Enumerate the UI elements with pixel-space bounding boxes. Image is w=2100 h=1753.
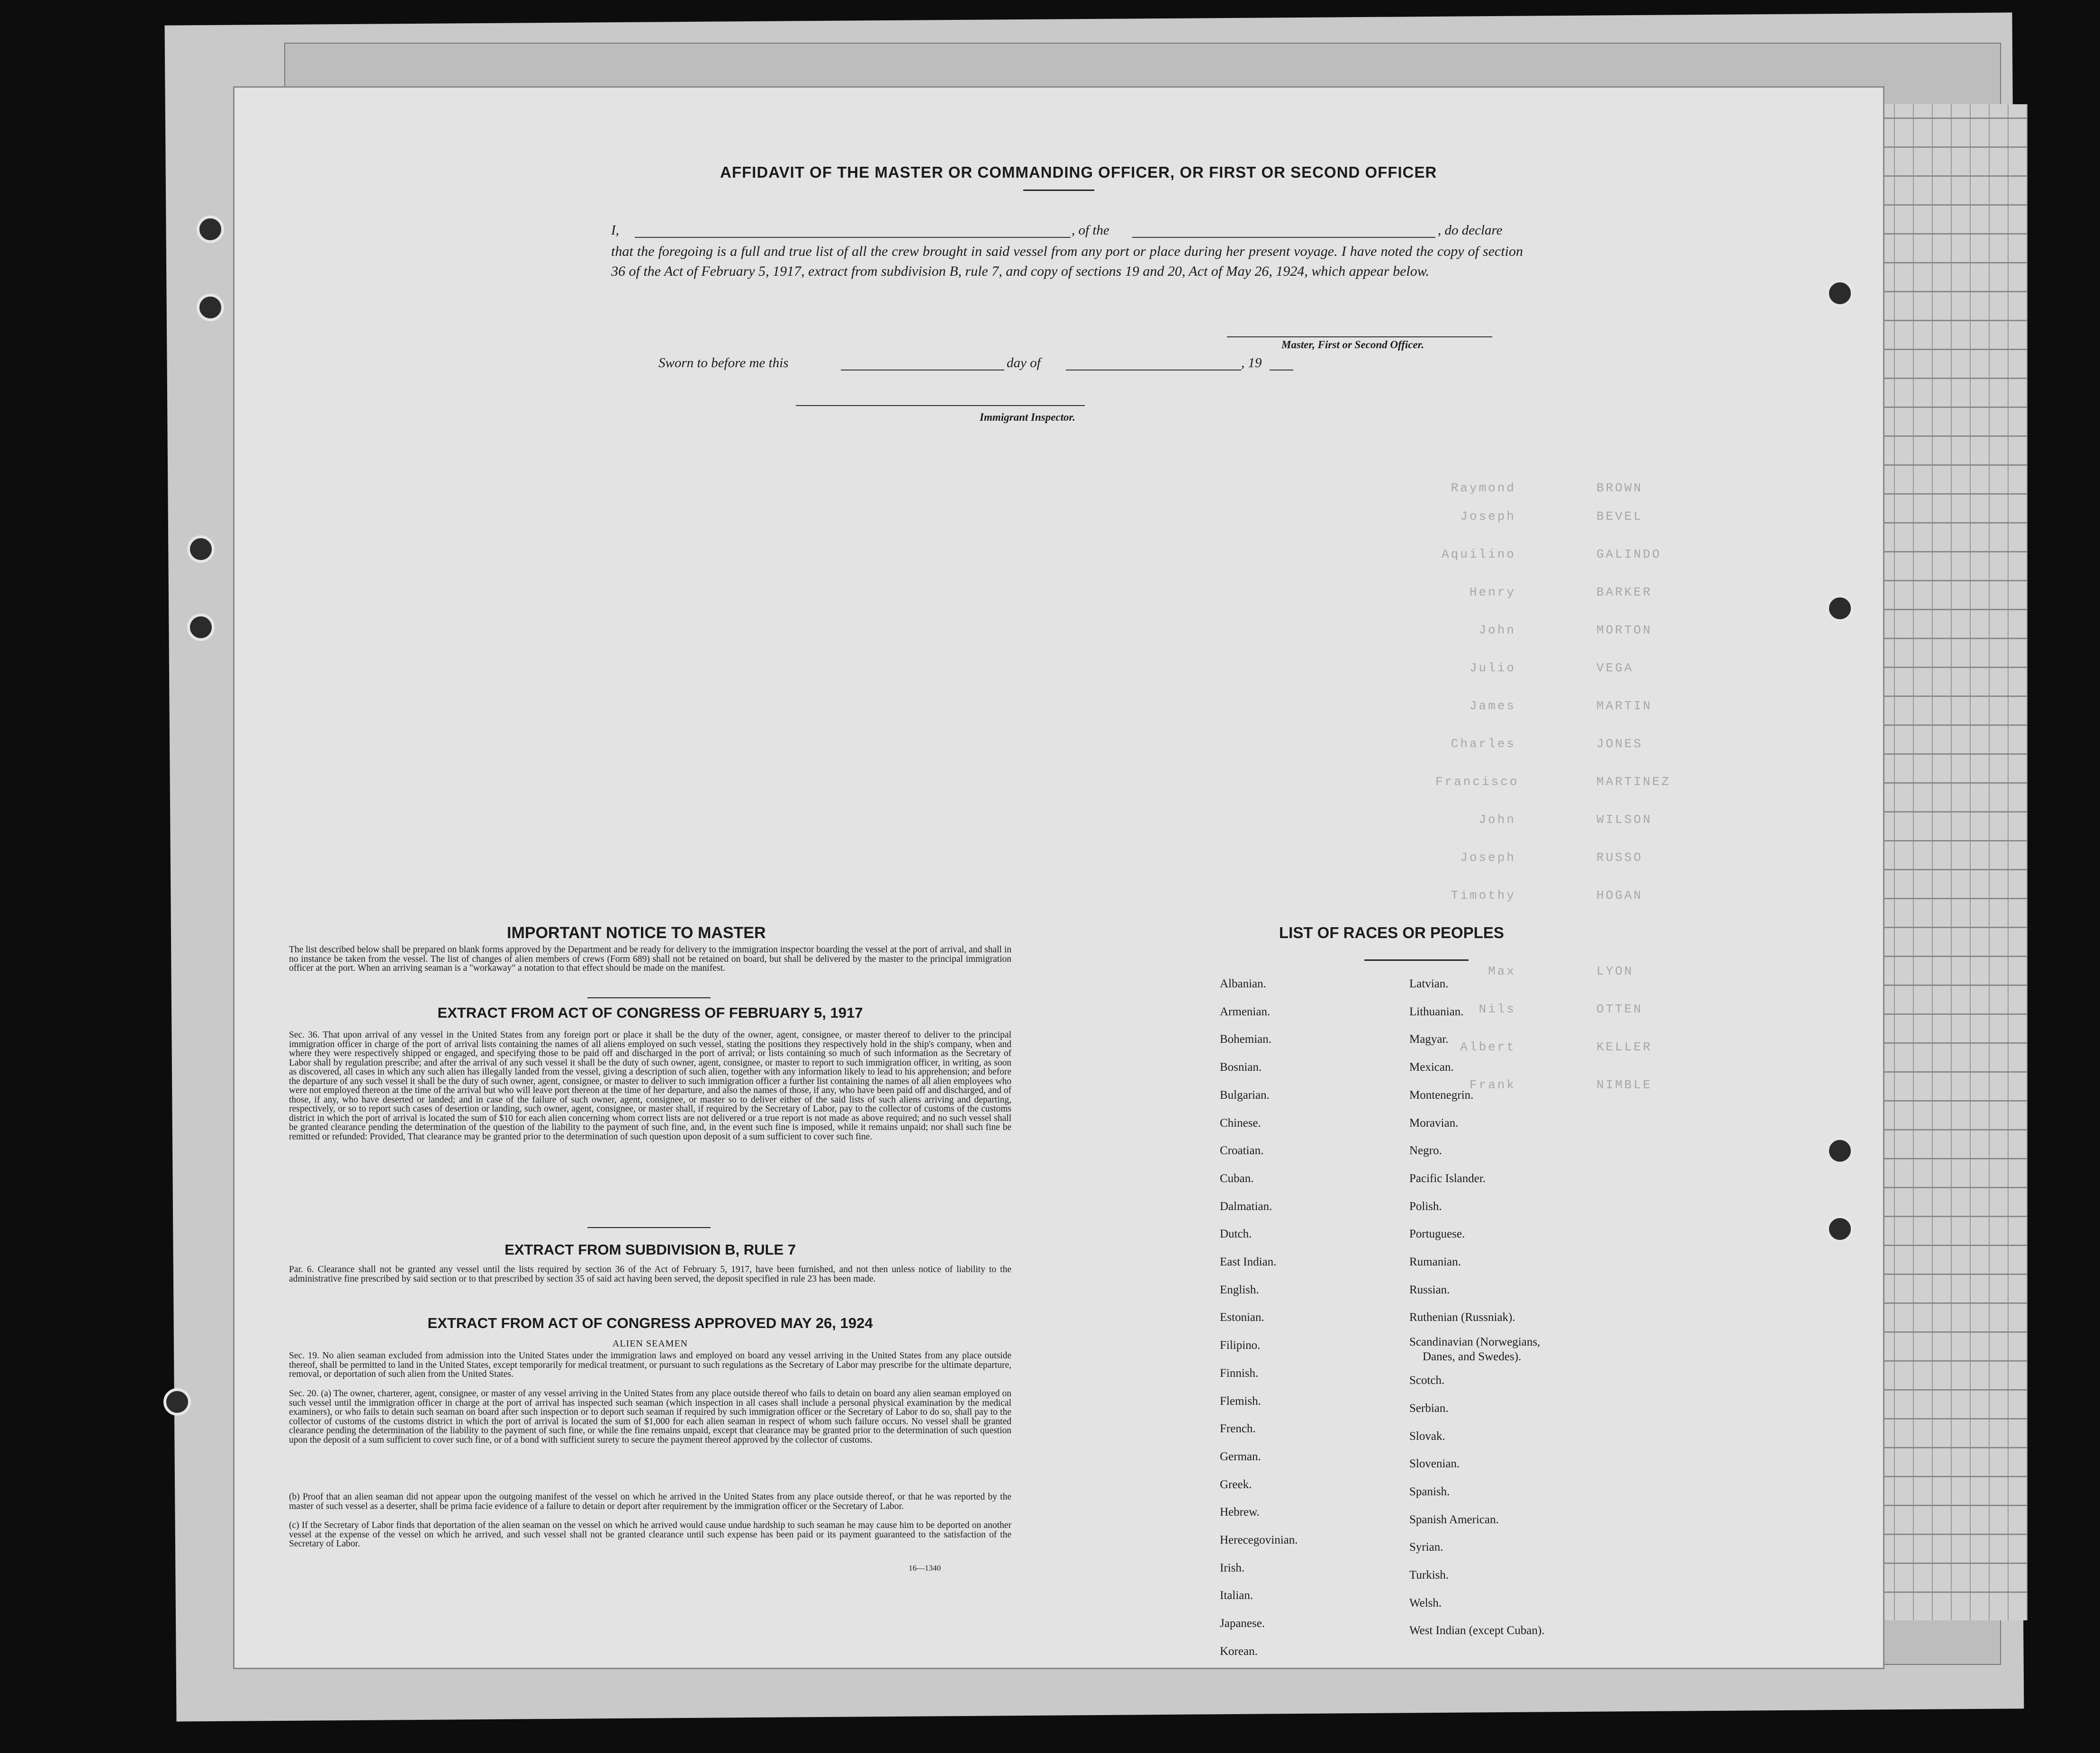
ghost-given-name: Nils — [1478, 1002, 1516, 1016]
inspector-line — [796, 405, 1085, 406]
extract-1924-sec19: Sec. 19. No alien seaman excluded from admission into the United States under the immigration laws and employed on board any vessel arriving in the United States from any place outside thereof, shall be permitted to land in the United States, except temporarily for medical treatment, or pursuant to such regulations as the Secretary of Labor may prescribe for the ultimate departure, removal, or deportation of such alien from the United States. — [289, 1351, 1011, 1379]
race-item: Albanian. — [1220, 977, 1266, 990]
ghost-surname: MARTINEZ — [1596, 775, 1671, 789]
extract-1924-title: EXTRACT FROM ACT OF CONGRESS APPROVED MAY 26, 1924 — [427, 1315, 873, 1331]
race-item: French. — [1220, 1422, 1256, 1436]
race-item: East Indian. — [1220, 1256, 1277, 1269]
ghost-given-name: Timothy — [1451, 888, 1516, 903]
race-item: Bulgarian. — [1220, 1088, 1270, 1102]
race-item: Russian. — [1409, 1283, 1450, 1296]
race-item: Filipino. — [1220, 1339, 1261, 1352]
title-rule — [1023, 190, 1094, 191]
ghost-row — [1435, 699, 1705, 713]
ghost-given-name: Charles — [1451, 737, 1516, 751]
ghost-surname: BARKER — [1596, 585, 1652, 599]
ghost-given-name: Raymond — [1451, 481, 1516, 495]
race-item: Syrian. — [1409, 1541, 1443, 1554]
race-item: Latvian. — [1409, 977, 1449, 990]
inspector-label: Immigrant Inspector. — [980, 411, 1075, 423]
race-item: Flemish. — [1220, 1394, 1261, 1408]
punch-hole — [187, 614, 215, 641]
ghost-row — [1435, 623, 1705, 637]
race-item: Ruthenian (Russniak). — [1409, 1311, 1515, 1324]
race-item: German. — [1220, 1450, 1261, 1463]
ghost-surname: KELLER — [1596, 1040, 1652, 1054]
ghost-given-name: Albert — [1460, 1040, 1516, 1054]
punch-hole — [187, 535, 215, 563]
race-item: Dalmatian. — [1220, 1200, 1272, 1213]
race-item — [1409, 1332, 1544, 1367]
race-item: Polish. — [1409, 1200, 1442, 1213]
race-item: Negro. — [1409, 1144, 1442, 1157]
race-item: Hebrew. — [1220, 1506, 1260, 1519]
ghost-surname: HOGAN — [1596, 888, 1643, 903]
extract-rule7-text: Par. 6. Clearance shall not be granted any vessel until the lists required by section 36 of the Act of February 5, 1917, have been furnished, and not then unless notice of liability to the administrative fine prescribed by said section or to that prescribed by section 35 of said act having been served, the deposit specified in rule 23 has been made. — [289, 1265, 1011, 1284]
ghost-row — [1435, 661, 1705, 675]
punch-hole — [163, 1388, 191, 1416]
race-item: Welsh. — [1409, 1596, 1442, 1609]
race-item: Armenian. — [1220, 1005, 1271, 1018]
race-item: Moravian. — [1409, 1116, 1459, 1130]
race-item: Mexican. — [1409, 1061, 1454, 1074]
ghost-row — [1435, 850, 1705, 865]
vessel-line — [1132, 237, 1435, 238]
affidavit-of-the: , of the — [1072, 223, 1109, 238]
year-label: , 19 — [1241, 355, 1262, 370]
race-item: Chinese. — [1220, 1116, 1261, 1130]
race-item: Magyar. — [1409, 1033, 1449, 1046]
ghost-surname: OTTEN — [1596, 1002, 1643, 1016]
ghost-given-name: Frank — [1469, 1078, 1516, 1092]
extract-1917-title: EXTRACT FROM ACT OF CONGRESS OF FEBRUARY 5, 1917 — [437, 1004, 863, 1021]
race-item: Korean. — [1220, 1645, 1258, 1658]
day-of-label: day of — [1007, 355, 1041, 370]
ghost-surname: WILSON — [1596, 813, 1652, 827]
notice-text: The list described below shall be prepared on blank forms approved by the Department and be ready for delivery to the immigration inspector boarding the vessel at the port of arrival, and shall in no instance be taken from the vessel. The list of changes of alien members of crews (Form 689) shall not be retained on board, but shall be delivered by the master to the principal immigration officer at the port. When an arriving seaman is a "workaway" a notation to that effect should be made on the manifest. — [289, 945, 1011, 973]
race-item: Herecegovinian. — [1220, 1534, 1298, 1547]
ghost-surname: NIMBLE — [1596, 1078, 1652, 1092]
ghost-surname: RUSSO — [1596, 850, 1643, 865]
ghost-surname: JONES — [1596, 737, 1643, 751]
races-title: LIST OF RACES OR PEOPLES — [1279, 924, 1504, 941]
ghost-given-name: John — [1478, 813, 1516, 827]
ghost-row — [1435, 888, 1705, 903]
punch-hole — [1826, 1215, 1854, 1243]
race-item: Scotch. — [1409, 1374, 1445, 1387]
race-item: Turkish. — [1409, 1569, 1449, 1582]
race-item: Croatian. — [1220, 1144, 1264, 1157]
ghost-given-name: Henry — [1469, 585, 1516, 599]
sworn-label: Sworn to before me this — [658, 355, 789, 370]
race-item: Spanish American. — [1409, 1513, 1499, 1526]
ghost-row — [1435, 775, 1705, 789]
section-rule — [587, 997, 711, 998]
ghost-given-name: Francisco — [1435, 775, 1519, 789]
race-item: Portuguese. — [1409, 1228, 1465, 1241]
race-item: Italian. — [1220, 1589, 1253, 1602]
ghost-given-name: Joseph — [1460, 509, 1516, 524]
ghost-given-name: Julio — [1469, 661, 1516, 675]
punch-hole — [197, 216, 224, 243]
race-item: Spanish. — [1409, 1485, 1450, 1498]
race-item: Cuban. — [1220, 1172, 1254, 1185]
ghost-surname: MORTON — [1596, 623, 1652, 637]
ghost-surname: BROWN — [1596, 481, 1643, 495]
ghost-given-name: Aquilino — [1442, 547, 1516, 561]
affidavit-declare: , do declare — [1438, 223, 1503, 238]
signature-line — [1227, 336, 1492, 337]
extract-rule7-title: EXTRACT FROM SUBDIVISION B, RULE 7 — [505, 1241, 796, 1258]
punch-hole — [1826, 595, 1854, 622]
extract-1924-sec20a: Sec. 20. (a) The owner, charterer, agent, consignee, or master of any vessel arriving in the United States from any place outside thereof who fails to detain on board any alien seaman employed on such vessel until the immigration officer in charge at the port of arrival has inspected such seaman (which inspection in all cases shall include a personal physical examination by the medical examiners), or who fails to detain such seaman on board after such inspection or to deport such seaman if required by such immigration officer or the Secretary of Labor to do so, shall pay to the collector of customs of the customs district in which the port of arrival is located the sum of $1,000 for each alien seaman in respect of whom such failure occurs. No vessel shall be granted clearance pending the determination of the liability to the payment of such fine, or while the fine remains unpaid, except that clearance may be granted prior to the determination of such question upon the deposit of a sum sufficient to cover such fine, or of a bond with sufficient surety to secure the payment thereof approved by the collector of customs. — [289, 1389, 1011, 1445]
affidavit-body: that the foregoing is a full and true list of all the crew brought in said vessel from any port or place during her present voyage. I have noted the copy of section 36 of the Act of February 5, 1917, extract from subdivision B, rule 7, and copy of sections 19 and 20, Act of May 26, 1924, which appear below. — [611, 244, 1523, 279]
race-item: Estonian. — [1220, 1311, 1264, 1324]
punch-hole — [197, 294, 224, 321]
race-item: West Indian (except Cuban). — [1409, 1624, 1545, 1637]
punch-hole — [1826, 280, 1854, 307]
race-item: Irish. — [1220, 1561, 1245, 1574]
notice-title: IMPORTANT NOTICE TO MASTER — [507, 924, 766, 942]
master-label: Master, First or Second Officer. — [1281, 339, 1424, 351]
form-number: 16—1340 — [909, 1563, 941, 1572]
ghost-surname: GALINDO — [1596, 547, 1662, 561]
race-item: Bohemian. — [1220, 1033, 1272, 1046]
race-item: English. — [1220, 1283, 1259, 1296]
race-item: Slovenian. — [1409, 1457, 1460, 1471]
ghost-surname: BEVEL — [1596, 509, 1643, 524]
race-item: Rumanian. — [1409, 1256, 1461, 1269]
extract-1924-sec20b: (b) Proof that an alien seaman did not appear upon the outgoing manifest of the vessel on which he arrived in the United States from any place outside thereof, or that he was reported by the master of such vessel as a deserter, shall be prima facie evidence of a failure to detain or deport after requirement by the immigration officer or the Secretary of Labor. — [289, 1492, 1011, 1511]
section-rule — [587, 1227, 711, 1228]
ghost-given-name: James — [1469, 699, 1516, 713]
race-item: Slovak. — [1409, 1429, 1445, 1443]
race-item: Bosnian. — [1220, 1061, 1262, 1074]
ghost-given-name: John — [1478, 623, 1516, 637]
race-item-line: Scandinavian (Norwegians, — [1409, 1336, 1541, 1349]
ghost-surname: MARTIN — [1596, 699, 1652, 713]
races-title-rule — [1364, 959, 1469, 961]
ghost-row — [1435, 737, 1705, 751]
race-item: Japanese. — [1220, 1617, 1265, 1630]
race-item: Greek. — [1220, 1478, 1252, 1491]
ghost-row — [1435, 813, 1705, 827]
races-left-column — [1220, 970, 1298, 1666]
ghost-given-name: Max — [1488, 964, 1516, 978]
alien-seamen-subtitle: ALIEN SEAMEN — [612, 1338, 688, 1349]
race-item: Pacific Islander. — [1409, 1172, 1486, 1185]
affidavit-i: I, — [611, 223, 619, 238]
races-right-column — [1409, 970, 1544, 1645]
ghost-surname: LYON — [1596, 964, 1634, 978]
race-item: Montenegrin. — [1409, 1088, 1474, 1102]
name-line — [635, 237, 1071, 238]
race-item: Dutch. — [1220, 1228, 1252, 1241]
ghost-surname: VEGA — [1596, 661, 1634, 675]
ghost-row — [1435, 585, 1705, 599]
extract-1924-sec20c: (c) If the Secretary of Labor finds that deportation of the alien seaman on the vessel on which he arrived would cause undue hardship to such seaman he may cause him to be deported on another vessel at the expense of the vessel on which he arrived, and such vessel shall not be granted clearance until such expense has been paid or its payment guaranteed to the satisfaction of the Secretary of Labor. — [289, 1520, 1011, 1549]
race-item: Serbian. — [1409, 1401, 1449, 1415]
punch-hole — [1826, 1137, 1854, 1165]
ghost-row — [1435, 509, 1705, 524]
race-item: Lithuanian. — [1409, 1005, 1464, 1018]
race-item: Finnish. — [1220, 1366, 1259, 1380]
extract-1917-text: Sec. 36. That upon arrival of any vessel in the United States from any foreign port or place it shall be the duty of the owner, agent, consignee, or master thereof to deliver to the principal immigration officer in charge of the port of arrival lists containing the names of all aliens employed on such vessel, stating the positions they respectively hold in the ship's company, when and where they were respectively shipped or engaged, and specifying those to be paid off and discharged in the port of arrival; or lists containing so much of such information as the Secretary of Labor shall by regulation prescribe; and after the arrival of any such vessel it shall be the duty of such owner, agent, consignee, or master to report to such immigration officer, in writing, as soon as discovered, all cases in which any such alien has illegally landed from the vessel, giving a description of such alien, together with any information likely to lead to his apprehension; and before the departure of any such vessel it shall be the duty of such owner, agent, consignee, or master to deliver to such immigration officer a further list containing the names of all alien employees who were not employed thereon at the time of the arrival but who will leave port thereon at the time of her departure, and also the names of those, if any, who have been paid off and discharged, and of those, if any, who have deserted or landed; and in case of the failure of such owner, agent, consignee, or master so to deliver either of the said lists of such aliens arriving and departing, respectively, or so to report such cases of desertion or landing, such owner, agent, consignee, or master shall, if required by the Secretary of Labor, pay to the collector of customs of the customs district in which the port of arrival is located the sum of $10 for each alien concerning whom correct lists are not delivered or a true report is not made as above required; and no such vessel shall be granted clearance pending the determination of the question of the liability to the payment of such fine, and, in the event such fine is imposed, while it remains unpaid; nor shall such fine be remitted or refunded: Provided, That clearance may be granted prior to the determination of such question upon deposit of a sum sufficient to cover such fine. — [289, 1030, 1011, 1142]
ghost-row — [1435, 481, 1705, 495]
ghost-row — [1435, 547, 1705, 561]
race-item-line: Danes, and Swedes). — [1423, 1350, 1522, 1364]
ghost-given-name: Joseph — [1460, 850, 1516, 865]
affidavit-title: AFFIDAVIT OF THE MASTER OR COMMANDING OFFICER, OR FIRST OR SECOND OFFICER — [720, 163, 1437, 181]
